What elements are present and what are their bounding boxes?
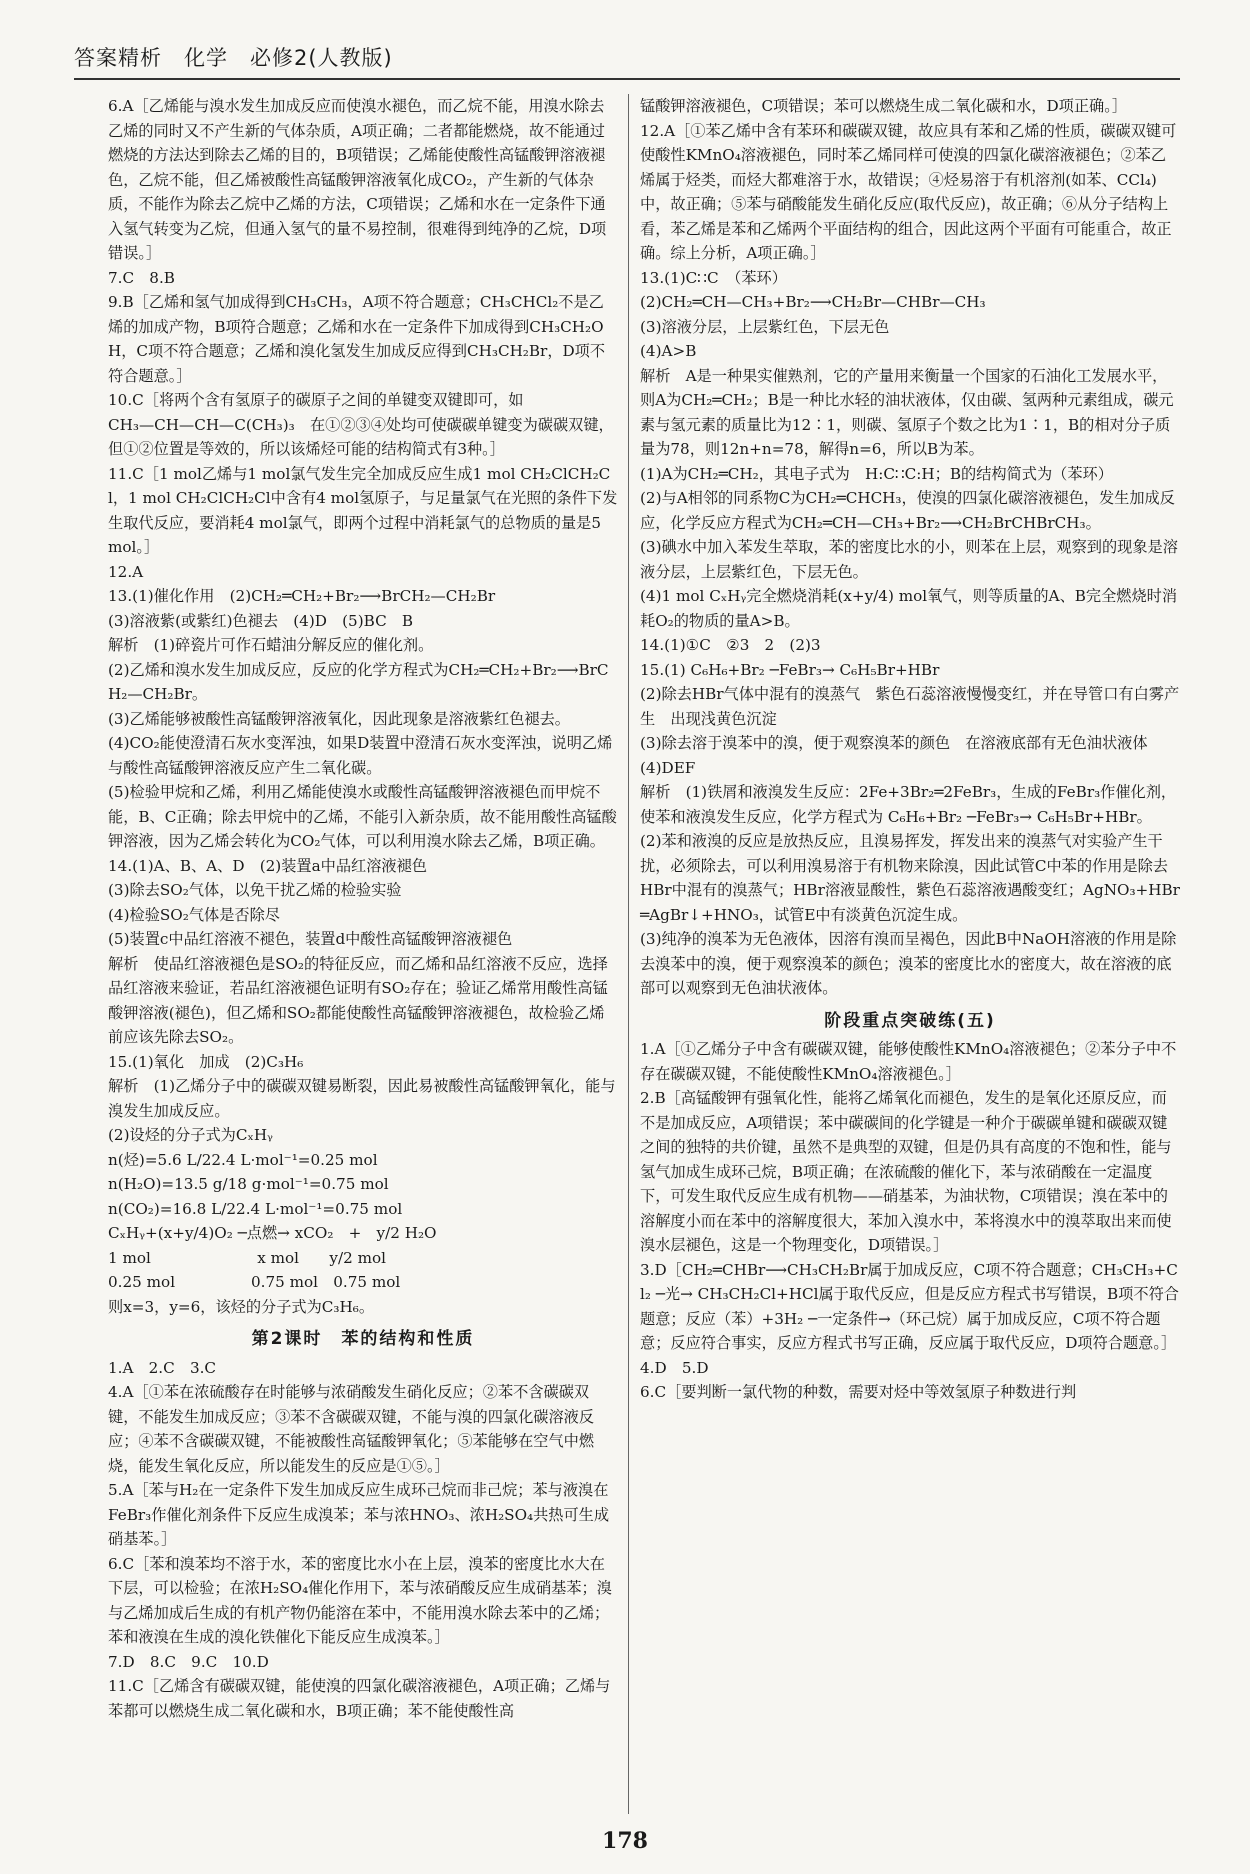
answer-paragraph: 7.C 8.B: [108, 268, 175, 287]
answer-paragraph: 1.A［①乙烯分子中含有碳碳双键，能够使酸性KMnO₄溶液褪色；②苯分子中不存在碳碳双键，不能使酸性KMnO₄溶液褪色。］: [640, 1040, 1177, 1083]
answer-paragraph: (4)1 mol CₓHᵧ完全燃烧消耗(x+y/4) mol氧气，则等质量的A、B完全燃烧时消耗O₂的物质的量A>B。: [640, 587, 1178, 630]
answer-paragraph: (4)检验SO₂气体是否除尽: [108, 905, 280, 924]
answer-paragraph: 解析 使品红溶液褪色是SO₂的特征反应，而乙烯和品红溶液不反应，选择品红溶液来验证，若品红溶液褪色证明有SO₂存在；验证乙烯常用酸性高锰酸钾溶液(褪色)，但乙烯和SO₂都能使酸性高锰酸钾溶液褪色，故检验乙烯前应该先除去SO₂。: [108, 954, 608, 1046]
answer-paragraph: CₓHᵧ+(x+y/4)O₂ ─点燃→ xCO₂ + y/2 H₂O: [108, 1224, 437, 1242]
answer-paragraph: (3)溶液紫(或紫红)色褪去 (4)D (5)BC B: [108, 611, 414, 630]
answer-paragraph: (3)除去SO₂气体，以免干扰乙烯的检验实验: [108, 881, 402, 899]
answer-paragraph: (4)DEF: [640, 758, 696, 777]
answer-paragraph: 解析 A是一种果实催熟剂，它的产量用来衡量一个国家的石油化工发展水平，则A为CH₂═CH₂；B是一种比水轻的油状液体，仅由碳、氢两种元素组成，碳元素与氢元素的质量比为12∶1，则碳、氢原子个数之比为1∶1，B的相对分子质量为78，则12n+n=78，解得n=6，所以B为苯。: [640, 366, 1174, 458]
lesson2-answer-list: [108, 1356, 618, 1724]
answer-paragraph: 11.C［乙烯含有碳碳双键，能使溴的四氯化碳溶液褪色，A项正确；乙烯与苯都可以燃烧生成二氧化碳和水，B项正确；苯不能使酸性高: [108, 1677, 611, 1720]
answer-paragraph: 14.(1)①C ②3 2 (2)3: [640, 636, 821, 654]
answer-paragraph: 12.A: [108, 562, 144, 581]
column-divider: [628, 94, 629, 1814]
page-number: 178: [602, 1828, 648, 1854]
answer-paragraph: 2.B［高锰酸钾有强氧化性，能将乙烯氧化而褪色，发生的是氧化还原反应，而不是加成反应，A项错误；苯中碳碳间的化学键是一种介于碳碳单键和碳碳双键之间的独特的共价键，虽然不是典型的双键，但是仍具有高度的不饱和性，能与氢气加成生成环己烷，B项正确；在浓硫酸的催化下，苯与浓硝酸在一定温度下，可发生取代反应生成有机物——硝基苯，为油状物，C项错误；溴在苯中的溶解度小而在苯中的溶解度很大，苯加入溴水中，苯将溴水中的溴萃取出来而使溴水层褪色，这是一个物理变化，D项错误。］: [640, 1089, 1172, 1254]
answer-paragraph: 1 mol x mol y/2 mol: [108, 1248, 386, 1267]
answer-paragraph: (5)装置c中品红溶液不褪色，装置d中酸性高锰酸钾溶液褪色: [108, 930, 513, 948]
answer-paragraph: 解析 (1)碎瓷片可作石蜡油分解反应的催化剂。: [108, 636, 434, 654]
answer-paragraph: 7.D 8.C 9.C 10.D: [108, 1652, 269, 1671]
answer-paragraph: 6.C［苯和溴苯均不溶于水，苯的密度比水小在上层，溴苯的密度比水大在下层，可以检验；在浓H₂SO₄催化作用下，苯与浓硝酸反应生成硝基苯；溴与乙烯加成后生成的有机产物仍能溶在苯中，不能用溴水除去苯中的乙烯；苯和液溴在生成的溴化铁催化下能反应生成溴苯。］: [108, 1554, 612, 1646]
answer-paragraph: 1.A 2.C 3.C: [108, 1358, 217, 1377]
answer-paragraph: 12.A［①苯乙烯中含有苯环和碳碳双键，故应具有苯和乙烯的性质，碳碳双键可使酸性KMnO₄溶液褪色，同时苯乙烯同样可使溴的四氯化碳溶液褪色；②苯乙烯属于烃类，而烃大都难溶于水，故错误；④烃易溶于有机溶剂(如苯、CCl₄)中，故正确；⑤苯与硝酸能发生硝化反应(取代反应)，故正确；⑥从分子结构上看，苯乙烯是苯和乙烯两个平面结构的组合，因此这两个平面有可能重合，故正确。综上分析，A项正确。］: [640, 121, 1177, 262]
answer-paragraph: 4.A［①苯在浓硫酸存在时能够与浓硝酸发生硝化反应；②苯不含碳碳双键，不能发生加成反应；③苯不含碳碳双键，不能与溴的四氯化碳溶液反应；④苯不含碳碳双键，不能被酸性高锰酸钾氧化；⑤苯能够在空气中燃烧，能发生氧化反应，所以能发生的反应是①⑤。］: [108, 1383, 594, 1475]
answer-paragraph: (3)纯净的溴苯为无色液体，因溶有溴而呈褐色，因此B中NaOH溶液的作用是除去溴苯中的溴，便于观察溴苯的颜色；溴苯的密度比水的密度大，故在溶液的底部可以观察到无色油状液体。: [640, 930, 1177, 997]
answer-paragraph: 9.B［乙烯和氢气加成得到CH₃CH₃，A项不符合题意；CH₃CHCl₂不是乙烯的加成产物，B项符合题意；乙烯和水在一定条件下加成得到CH₃CH₂OH，C项不符合题意；乙烯和溴化氢发生加成反应得到CH₃CH₂Br，D项不符合题意。］: [108, 293, 606, 385]
answer-paragraph: 6.A［乙烯能与溴水发生加成反应而使溴水褪色，而乙烷不能，用溴水除去乙烯的同时又不产生新的气体杂质，A项正确；二者都能燃烧，故不能通过燃烧的方法达到除去乙烯的目的，B项错误；乙烯能使酸性高锰酸钾溶液褪色，乙烷不能，但乙烯被酸性高锰酸钾溶液氧化成CO₂，产生新的气体杂质，不能作为除去乙烷中乙烯的方法，C项错误；乙烯和水在一定条件下通入氢气转变为乙烷，但通入氢气的量不易控制，很难得到纯净的乙烷，D项错误。］: [108, 97, 607, 262]
header-rule: [74, 78, 1180, 80]
answer-paragraph: n(CO₂)=16.8 L/22.4 L·mol⁻¹=0.75 mol: [108, 1199, 403, 1218]
answer-paragraph: 15.(1)氧化 加成 (2)C₃H₆: [108, 1052, 304, 1071]
answer-paragraph: 6.C［要判断一氯代物的种数，需要对烃中等效氢原子种数进行判: [640, 1383, 1077, 1401]
answer-paragraph: (2)除去HBr气体中混有的溴蒸气 紫色石蕊溶液慢慢变红，并在导管口有白雾产生 出现浅黄色沉淀: [640, 685, 1180, 728]
answer-paragraph: 3.D［CH₂═CHBr⟶CH₃CH₂Br属于加成反应，C项不符合题意；CH₃CH₃+Cl₂ ─光→ CH₃CH₂Cl+HCl属于取代反应，但是反应方程式书写错误，B项不符合题意；反应（苯）+3H₂ ─一定条件→（环己烷）属于加成反应，C项不符合题意；反应符合事实，反应方程式书写正确，反应属于取代反应，D项符合题意。］: [640, 1260, 1179, 1352]
answer-paragraph: (2)苯和液溴的反应是放热反应，且溴易挥发，挥发出来的溴蒸气对实验产生干扰，必须除去，可以利用溴易溶于有机物来除溴，因此试管C中苯的作用是除去HBr中混有的溴蒸气；HBr溶液显酸性，紫色石蕊溶液遇酸变红；AgNO₃+HBr═AgBr↓+HNO₃，试管E中有淡黄色沉淀生成。: [640, 832, 1180, 924]
left-answer-list: [108, 94, 618, 1319]
answer-paragraph: 14.(1)A、B、A、D (2)装置a中品红溶液褪色: [108, 856, 427, 875]
answer-paragraph: (2)设烃的分子式为CₓHᵧ: [108, 1126, 273, 1144]
answer-paragraph: 13.(1)催化作用 (2)CH₂═CH₂+Br₂⟶BrCH₂—CH₂Br: [108, 587, 496, 605]
page-header: 答案精析 化学 必修2(人教版): [74, 46, 393, 70]
answer-paragraph: 0.25 mol 0.75 mol 0.75 mol: [108, 1273, 401, 1291]
answer-paragraph: (5)检验甲烷和乙烯，利用乙烯能使溴水或酸性高锰酸钾溶液褪色而甲烷不能，B、C正确；除去甲烷中的乙烯，不能引入新杂质，故不能用酸性高锰酸钾溶液，因为乙烯会转化为CO₂气体，可以利用溴水除去乙烯，B项正确。: [108, 783, 617, 850]
answer-paragraph: 解析 (1)铁屑和液溴发生反应：2Fe+3Br₂═2FeBr₃，生成的FeBr₃作催化剂，使苯和液溴发生反应，化学方程式为 C₆H₆+Br₂ ─FeBr₃→ C₆H₅Br+HBr。: [640, 783, 1177, 826]
answer-paragraph: CH₃—CH—CH—C(CH₃)₃ 在①②③④处均可使碳碳单键变为碳碳双键，但①②位置是等效的，所以该烯烃可能的结构简式有3种。］: [108, 415, 614, 458]
answer-paragraph: 解析 (1)乙烯分子中的碳碳双键易断裂，因此易被酸性高锰酸钾氧化，能与溴发生加成反应。: [108, 1077, 616, 1120]
answer-paragraph: (4)CO₂能使澄清石灰水变浑浊，如果D装置中澄清石灰水变浑浊，说明乙烯与酸性高锰酸钾溶液反应产生二氧化碳。: [108, 734, 613, 777]
answer-paragraph: 则x=3，y=6，该烃的分子式为C₃H₆。: [108, 1297, 375, 1316]
answer-paragraph: 锰酸钾溶液褪色，C项错误；苯可以燃烧生成二氧化碳和水，D项正确。］: [640, 97, 1128, 115]
answer-paragraph: (3)乙烯能够被酸性高锰酸钾溶液氧化，因此现象是溶液紫红色褪去。: [108, 709, 570, 728]
section-title-stage5: 阶段重点突破练(五): [824, 1010, 996, 1031]
answer-paragraph: (3)溶液分层，上层紫红色，下层无色: [640, 317, 890, 336]
answer-paragraph: n(H₂O)=13.5 g/18 g·mol⁻¹=0.75 mol: [108, 1175, 389, 1193]
answer-paragraph: (2)CH₂═CH—CH₃+Br₂⟶CH₂Br—CHBr—CH₃: [640, 293, 986, 311]
answer-paragraph: 10.C［将两个含有氢原子的碳原子之间的单键变双键即可，如: [108, 391, 524, 409]
answer-paragraph: 11.C［1 mol乙烯与1 mol氯气发生完全加成反应生成1 mol CH₂ClCH₂Cl，1 mol CH₂ClCH₂Cl中含有4 mol氢原子，与足量氯气在光照的条件下发生取代反应，要消耗4 mol氯气，即两个过程中消耗氯气的总物质的量是5 mol。］: [108, 464, 618, 556]
left-column: [108, 94, 618, 1723]
answer-paragraph: (4)A>B: [640, 342, 697, 360]
right-column: [640, 94, 1180, 1405]
right-answer-list: [640, 94, 1180, 1001]
answer-paragraph: 13.(1)C∷C （苯环）: [640, 268, 787, 287]
answer-paragraph: (3)碘水中加入苯发生萃取，苯的密度比水的小，则苯在上层，观察到的现象是溶液分层，上层紫红色，下层无色。: [640, 538, 1178, 581]
answer-paragraph: (3)除去溶于溴苯中的溴，便于观察溴苯的颜色 在溶液底部有无色油状液体: [640, 734, 1148, 752]
answer-paragraph: n(烃)=5.6 L/22.4 L·mol⁻¹=0.25 mol: [108, 1150, 378, 1169]
answer-paragraph: 15.(1) C₆H₆+Br₂ ─FeBr₃→ C₆H₅Br+HBr: [640, 660, 940, 679]
answer-paragraph: 4.D 5.D: [640, 1358, 709, 1377]
answer-paragraph: 5.A［苯与H₂在一定条件下发生加成反应生成环己烷而非己烷；苯与液溴在FeBr₃作催化剂条件下反应生成溴苯；苯与浓HNO₃、浓H₂SO₄共热可生成硝基苯。］: [108, 1481, 610, 1548]
stage5-answer-list: [640, 1037, 1180, 1405]
answer-paragraph: (2)与A相邻的同系物C为CH₂═CHCH₃，使溴的四氯化碳溶液褪色，发生加成反应，化学反应方程式为CH₂═CH—CH₃+Br₂⟶CH₂BrCHBrCH₃。: [640, 489, 1175, 532]
section-title-lesson2: 第2课时 苯的结构和性质: [251, 1329, 475, 1349]
answer-paragraph: (1)A为CH₂═CH₂，其电子式为 H:C∷C:H；B的结构简式为（苯环）: [640, 464, 1113, 483]
answer-paragraph: (2)乙烯和溴水发生加成反应，反应的化学方程式为CH₂═CH₂+Br₂⟶BrCH₂—CH₂Br。: [108, 660, 609, 703]
